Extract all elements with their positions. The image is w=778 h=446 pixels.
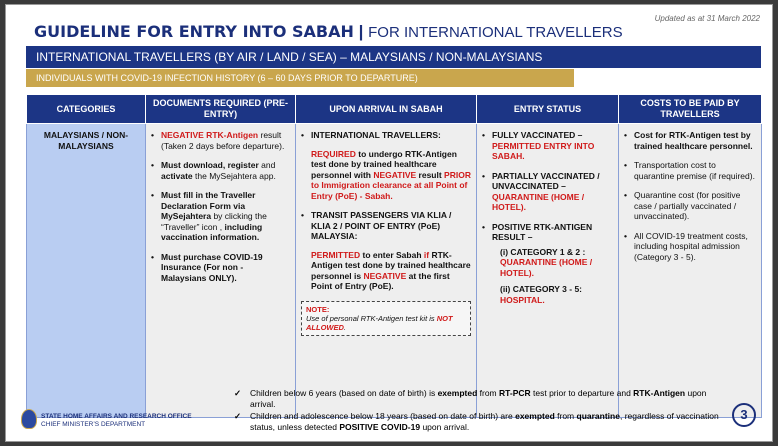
text-run: upon arrival. — [420, 421, 470, 432]
text-run: NEGATIVE RTK-Antigen — [161, 130, 259, 140]
org-line-2: CHIEF MINISTER’S DEPARTMENT — [41, 421, 146, 428]
exemption-note — [234, 411, 720, 432]
checkmark-icon: ✓ — [234, 411, 242, 421]
costs-item: • Cost for RTK-Antigen test by trained healthcare personnel. — [624, 130, 756, 151]
text-run: – — [575, 130, 583, 140]
exemption-note — [234, 388, 720, 409]
costs-item: • Transportation cost to quarantine premise (if required). — [624, 160, 756, 181]
table-row — [27, 124, 762, 418]
text-run: upon arrival. — [250, 388, 707, 409]
text-run: , regardless of vaccination status, unless detected — [250, 411, 719, 432]
text-run: • INTERNATIONAL TRAVELLERS: — [311, 130, 441, 140]
costs-item: • All COVID-19 treatment costs, including hospital admission (Category 3 - 5). — [624, 231, 756, 263]
text-run: PERMITTED ENTRY INTO SABAH. — [492, 140, 595, 161]
page-number: 3 — [732, 403, 756, 427]
text-run: exempted — [437, 388, 478, 398]
org-line-1: STATE HOME AFFAIRS AND RESEARCH OFFICE — [41, 413, 192, 420]
text-run: activate — [161, 170, 193, 181]
text-run: to enter Sabah — [360, 249, 424, 260]
title-main: GUIDELINE FOR ENTRY INTO SABAH — [34, 22, 354, 41]
text-run: result (Taken 2 days before departure). — [161, 130, 285, 151]
checkmark-icon: ✓ — [234, 388, 242, 398]
text-run: RTK-Antigen — [633, 388, 686, 398]
documents-cell — [146, 124, 296, 418]
arrival-item — [301, 130, 471, 201]
text-run: QUARANTINE (HOME / HOTEL). — [492, 191, 585, 212]
text-run: Traveller Declaration Form via MySejahtera — [161, 190, 256, 221]
text-run: NOT ALLOWED — [306, 313, 453, 332]
status-subitem — [500, 247, 613, 279]
page-title — [34, 22, 623, 42]
header-arrival: UPON ARRIVAL IN SABAH — [296, 95, 477, 124]
documents-item — [151, 190, 290, 243]
documents-item — [151, 252, 290, 284]
title-separator: | — [358, 22, 364, 41]
arrival-cell — [296, 124, 477, 418]
text-run: RT-PCR — [499, 388, 531, 398]
text-run: result — [416, 169, 445, 180]
text-run: Children and adolescence below 18 years (based on date of birth) are — [250, 411, 516, 421]
header-status: ENTRY STATUS — [477, 95, 619, 124]
status-item — [482, 222, 613, 306]
state-crest-icon — [21, 409, 37, 429]
text-run: from — [477, 388, 499, 398]
text-run: Must purchase COVID-19 Insurance (For non - Malaysians ONLY). — [161, 251, 263, 283]
costs-cell — [619, 124, 762, 418]
text-run: Must download, register — [161, 160, 259, 170]
text-run: NEGATIVE — [363, 270, 407, 281]
traveller-band: INTERNATIONAL TRAVELLERS (BY AIR / LAND / SEA) – MALAYSIANS / NON-MALAYSIANS — [26, 46, 761, 68]
text-run: Must fill in the — [161, 190, 221, 200]
header-documents: DOCUMENTS REQUIRED (PRE-ENTRY) — [146, 95, 296, 124]
text-run: QUARANTINE (HOME / HOTEL). — [500, 257, 593, 278]
text-run: PERMITTED — [311, 249, 361, 260]
text-run: exempted — [515, 411, 555, 421]
text-run: Use of personal RTK-Antigen test kit is — [306, 313, 437, 323]
rtk-note — [301, 301, 471, 336]
header-categories: CATEGORIES — [27, 95, 146, 124]
infection-history-band: INDIVIDUALS WITH COVID-19 INFECTION HISTORY (6 – 60 DAYS PRIOR TO DEPARTURE) — [26, 69, 574, 87]
slide — [5, 4, 773, 442]
text-run: if — [423, 249, 430, 260]
header-costs: COSTS TO BE PAID BY TRAVELLERS — [619, 95, 762, 124]
text-run: from — [554, 411, 577, 421]
text-run: at the first Point of Entry (PoE). — [311, 270, 450, 291]
organization-name — [41, 413, 192, 429]
table-header-row — [27, 95, 762, 124]
footer — [6, 385, 773, 442]
status-subitem — [500, 284, 613, 305]
documents-item — [151, 130, 290, 151]
category-cell: MALAYSIANS / NON-MALAYSIANS — [27, 124, 146, 418]
text-run: PRIOR to Immigration clearance at all Point of Entry (PoE) - Sabah. — [311, 169, 471, 201]
text-run: by clicking the “Traveller” icon , — [161, 211, 267, 232]
text-run: – — [558, 181, 566, 191]
text-run: . — [343, 322, 347, 332]
text-run: including vaccination information. — [161, 221, 263, 242]
text-run: HOSPITAL. — [500, 294, 545, 305]
guideline-table — [26, 94, 762, 418]
text-run: RTK-Antigen test done by trained healthcare personnel is — [311, 249, 471, 281]
text-run: (i) CATEGORY 1 & 2 : — [500, 246, 586, 257]
text-run: (ii) CATEGORY 3 - 5: — [500, 284, 583, 294]
arrival-required-text — [311, 149, 471, 202]
arrival-permitted-text — [311, 250, 471, 292]
text-run: Children below 6 years (based on date of birth) is — [250, 388, 438, 398]
text-run: REQUIRED — [311, 148, 356, 159]
updated-date: Updated as at 31 March 2022 — [654, 14, 760, 23]
arrival-item — [301, 210, 471, 292]
text-run: PARTIALLY VACCINATED / UNVACCINATED — [492, 170, 600, 191]
exemption-notes — [234, 388, 720, 434]
status-sublist — [492, 247, 613, 306]
documents-item — [151, 160, 290, 181]
note-body — [306, 314, 466, 332]
text-run: the MySejahtera app. — [192, 170, 276, 181]
note-heading: NOTE: — [306, 304, 330, 314]
text-run: POSITIVE RTK-ANTIGEN RESULT – — [492, 221, 593, 242]
status-cell — [477, 124, 619, 418]
text-run: FULLY VACCINATED — [492, 130, 576, 140]
text-run: • TRANSIT PASSENGERS VIA KLIA / KLIA 2 / POINT OF ENTRY (PoE) MALAYSIA: — [311, 210, 452, 241]
text-run: quarantine — [576, 411, 620, 421]
status-item — [482, 171, 613, 213]
text-run: and — [258, 160, 276, 170]
costs-item: • Quarantine cost (for positive case / partially vaccinated / unvaccinated). — [624, 190, 756, 222]
text-run: NEGATIVE — [373, 169, 417, 180]
text-run: POSITIVE COVID-19 — [339, 421, 421, 432]
title-sub: FOR INTERNATIONAL TRAVELLERS — [368, 24, 623, 41]
text-run: test prior to departure and — [530, 388, 634, 398]
text-run: to undergo RTK-Antigen test done by trained healthcare personnel with — [311, 148, 457, 180]
status-item — [482, 130, 613, 162]
